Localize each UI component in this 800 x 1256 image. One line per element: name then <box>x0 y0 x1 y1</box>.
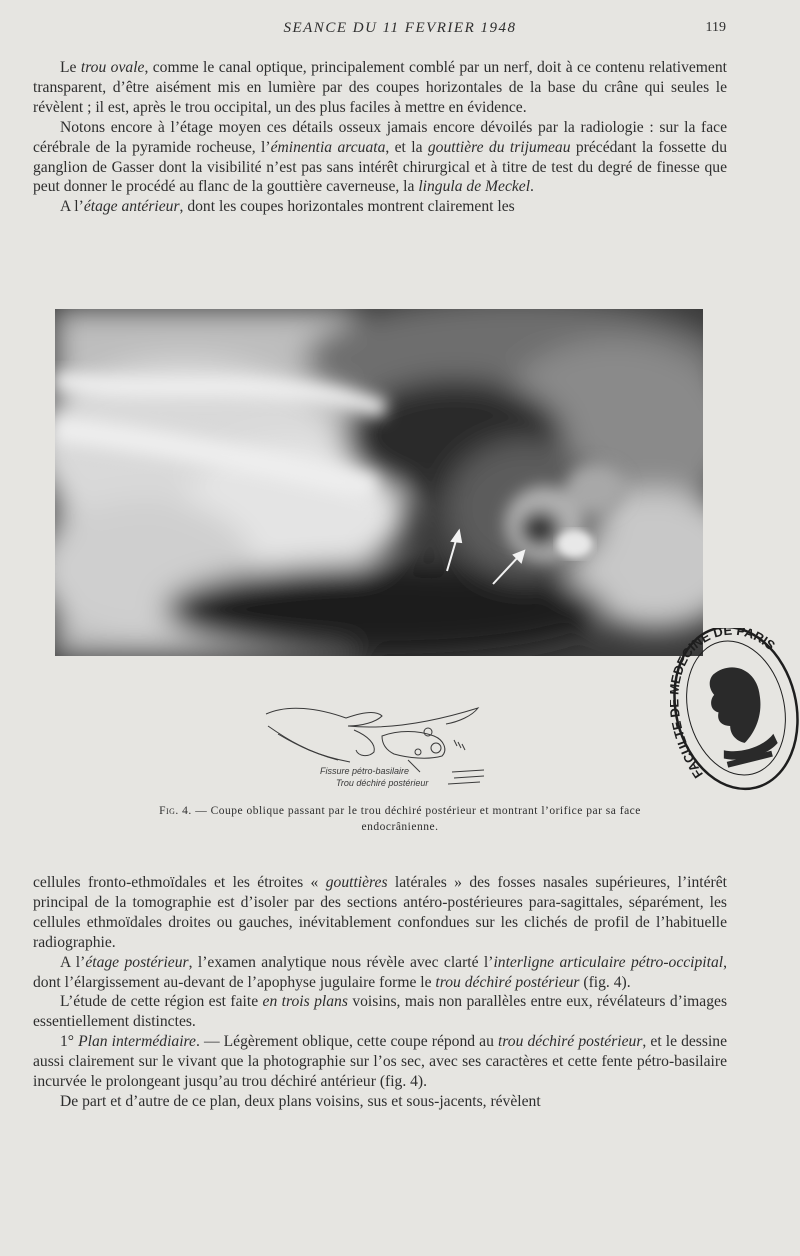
figure-caption <box>150 803 650 835</box>
italic-phrase: éminentia arcuata <box>270 138 386 156</box>
text-run: 1° <box>60 1033 79 1051</box>
sketch-label: Fissure pétro-basilaire <box>320 766 410 776</box>
paragraph <box>33 992 727 1032</box>
italic-phrase: en trois plans <box>262 993 348 1011</box>
running-head <box>0 20 800 44</box>
text-run: latérales » des fosses nasales supérieures, l’intérêt principal de la tomographie est d’isoler par des sections antéro-postérieures para-sagittales, séparément, les cellules ethmoïdales droites ou gauches, inévitablement confondues sur les clichés de profil de l’habituelle radiographie. <box>33 874 727 951</box>
svg-text:FACULTE DE MEDECINE DE PARIS: FACULTE DE MEDECINE DE PARIS <box>670 628 779 781</box>
text-run: (fig. 4). <box>579 973 631 991</box>
text-run: A l’ <box>60 198 84 216</box>
paragraph <box>33 118 727 198</box>
stamp-seal <box>670 628 800 806</box>
paragraph <box>33 953 727 993</box>
paragraph <box>33 1032 727 1092</box>
text-run: . <box>530 178 534 196</box>
running-title: SEANCE DU 11 FEVRIER 1948 <box>283 20 517 36</box>
text-run: précédant la fossette du ganglion de Gasser dont la visibilité n’est pas sans intérêt chirurgical et à titre de test du degré de finesse que peut donner le procédé au flanc de la gouttière caverneuse, la <box>33 138 728 196</box>
text-run: voisins, mais non parallèles entre eux, révélateurs d’images essentiellement distinctes. <box>33 993 728 1031</box>
paragraph <box>33 1092 727 1112</box>
text-run: cellules fronto-ethmoïdales et les étroites « <box>33 874 326 891</box>
body-text-bottom <box>33 873 727 1112</box>
text-run: , l’examen analytique nous révèle avec clarté l’ <box>188 953 494 971</box>
italic-phrase: étage postérieur <box>85 953 189 971</box>
profile-icon <box>703 660 780 764</box>
italic-phrase: trou déchiré postérieur <box>435 973 580 991</box>
page-number: 119 <box>705 20 726 35</box>
text-run: , dont l’élargissement au-devant de l’apophyse jugulaire forme le <box>33 953 727 991</box>
text-run: , dont les coupes horizontales montrent clairement les <box>179 198 515 216</box>
body-text-top <box>33 58 727 217</box>
figure-label: Fig. 4. <box>159 805 192 817</box>
paragraph <box>33 197 727 217</box>
italic-phrase: étage antérieur <box>83 198 180 216</box>
italic-phrase: interligne articulaire pétro-occipital <box>493 953 724 971</box>
library-stamp <box>670 628 800 806</box>
radiograph-image <box>55 309 703 656</box>
text-run: Notons encore à l’étage moyen ces détails osseux jamais encore dévoilés par la radiologie : sur la face cérébrale de la pyramide rocheuse, l’ <box>33 118 727 156</box>
text-run: , et la <box>385 138 428 156</box>
italic-phrase: gouttières <box>325 874 388 891</box>
italic-phrase: trou déchiré postérieur <box>497 1033 643 1051</box>
text-run: , comme le canal optique, principalement comblé par un nerf, doit à ce contenu relativement transparent, d’être aisément mis en lumière par des coupes horizontales de la base du crâne qui seules le révèlent ; il est, après le trou occipital, un des plus faciles à mettre en évidence. <box>33 59 727 116</box>
italic-phrase: lingula de Meckel <box>418 178 531 196</box>
paragraph <box>33 873 727 953</box>
text-run: . — Légèrement oblique, cette coupe répond au <box>195 1033 498 1051</box>
italic-phrase: gouttière du trijumeau <box>427 138 571 156</box>
text-run: De part et d’autre de ce plan, deux plans voisins, sus et sous-jacents, révèlent <box>60 1092 541 1110</box>
text-run: Le <box>60 59 81 76</box>
caption-text: — Coupe oblique passant par le trou déchiré postérieur et montrant l’orifice par sa face endocrânienne. <box>191 805 641 833</box>
italic-phrase: Plan intermédiaire <box>78 1033 196 1051</box>
text-run: L’étude de cette région est faite <box>60 993 263 1011</box>
text-run: A l’ <box>60 953 86 971</box>
tomography-photograph <box>55 309 703 656</box>
text-run: , et le dessine aussi clairement sur le vivant que la photographie sur l’os sec, avec ses caractères et cette fente pétro-basilaire incurvée le prolongeant jusqu’au trou déchiré antérieur (fig. 4). <box>33 1033 727 1091</box>
paragraph <box>33 58 727 118</box>
italic-phrase: trou ovale <box>80 59 145 76</box>
anatomical-sketch <box>258 700 498 796</box>
sketch-label: Trou déchiré postérieur <box>336 778 429 788</box>
